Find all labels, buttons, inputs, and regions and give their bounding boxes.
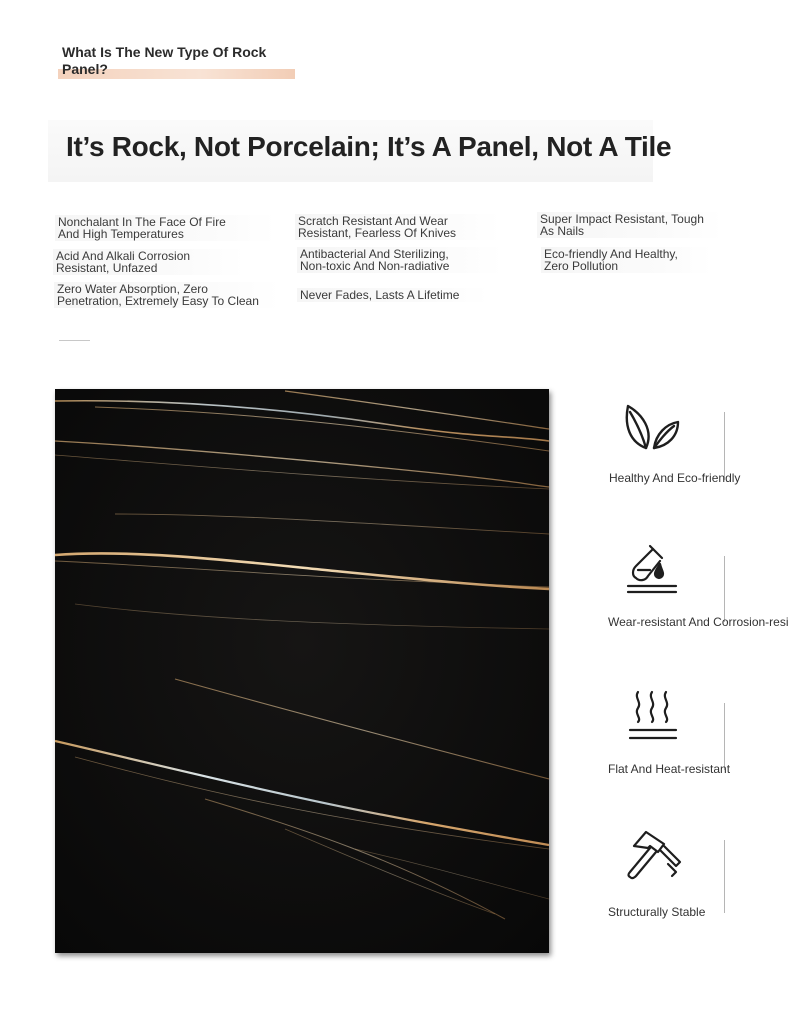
benefit-label-structurally-stable: Structurally Stable xyxy=(608,905,706,919)
feature-line: Non-toxic And Non-radiative xyxy=(300,259,450,273)
feature-line: Super Impact Resistant, Tough xyxy=(540,212,704,226)
page-headline: It’s Rock, Not Porcelain; It’s A Panel, Not A Tile xyxy=(66,131,672,162)
test-tube-icon xyxy=(620,540,684,596)
section-divider xyxy=(59,340,90,341)
feature-impact-resistant xyxy=(537,212,723,238)
feature-line: Scratch Resistant And Wear xyxy=(298,214,448,228)
vertical-divider xyxy=(724,703,725,770)
vertical-divider xyxy=(724,840,725,913)
feature-line: Penetration, Extremely Easy To Clean xyxy=(57,294,259,308)
feature-line: Eco-friendly And Healthy, xyxy=(544,247,678,261)
feature-line: Zero Water Absorption, Zero xyxy=(57,282,208,296)
vertical-divider xyxy=(724,556,725,622)
marble-panel-image xyxy=(55,389,549,953)
feature-zero-absorption xyxy=(54,282,280,308)
feature-line: Nonchalant In The Face Of Fire xyxy=(58,215,226,229)
feature-line: Resistant, Unfazed xyxy=(56,261,158,275)
vertical-divider xyxy=(724,412,725,480)
feature-never-fades xyxy=(297,288,488,302)
section-tag-title: What Is The New Type Of Rock Panel? xyxy=(62,44,267,77)
feature-line: Antibacterial And Sterilizing, xyxy=(300,247,449,261)
benefit-label-healthy: Healthy And Eco-friendly xyxy=(609,471,741,485)
feature-line: Never Fades, Lasts A Lifetime xyxy=(300,288,460,302)
benefit-label-heat-resistant: Flat And Heat-resistant xyxy=(608,762,731,776)
feature-antibacterial xyxy=(297,247,503,273)
feature-line: Resistant, Fearless Of Knives xyxy=(298,226,457,240)
feature-fire-resistant xyxy=(55,215,276,241)
feature-line: And High Temperatures xyxy=(58,227,184,241)
feature-scratch-resistant xyxy=(295,214,501,240)
hammer-icon xyxy=(620,826,684,882)
feature-line: Zero Pollution xyxy=(544,259,619,273)
feature-eco-friendly xyxy=(541,247,712,273)
feature-line: Acid And Alkali Corrosion xyxy=(56,249,191,263)
feature-acid-alkali xyxy=(53,249,244,275)
feature-line: As Nails xyxy=(540,224,585,238)
leaf-icon xyxy=(620,400,684,456)
benefit-label-wear-resistant: Wear-resistant And Corrosion-resi xyxy=(608,615,789,629)
heat-waves-icon xyxy=(620,688,684,744)
